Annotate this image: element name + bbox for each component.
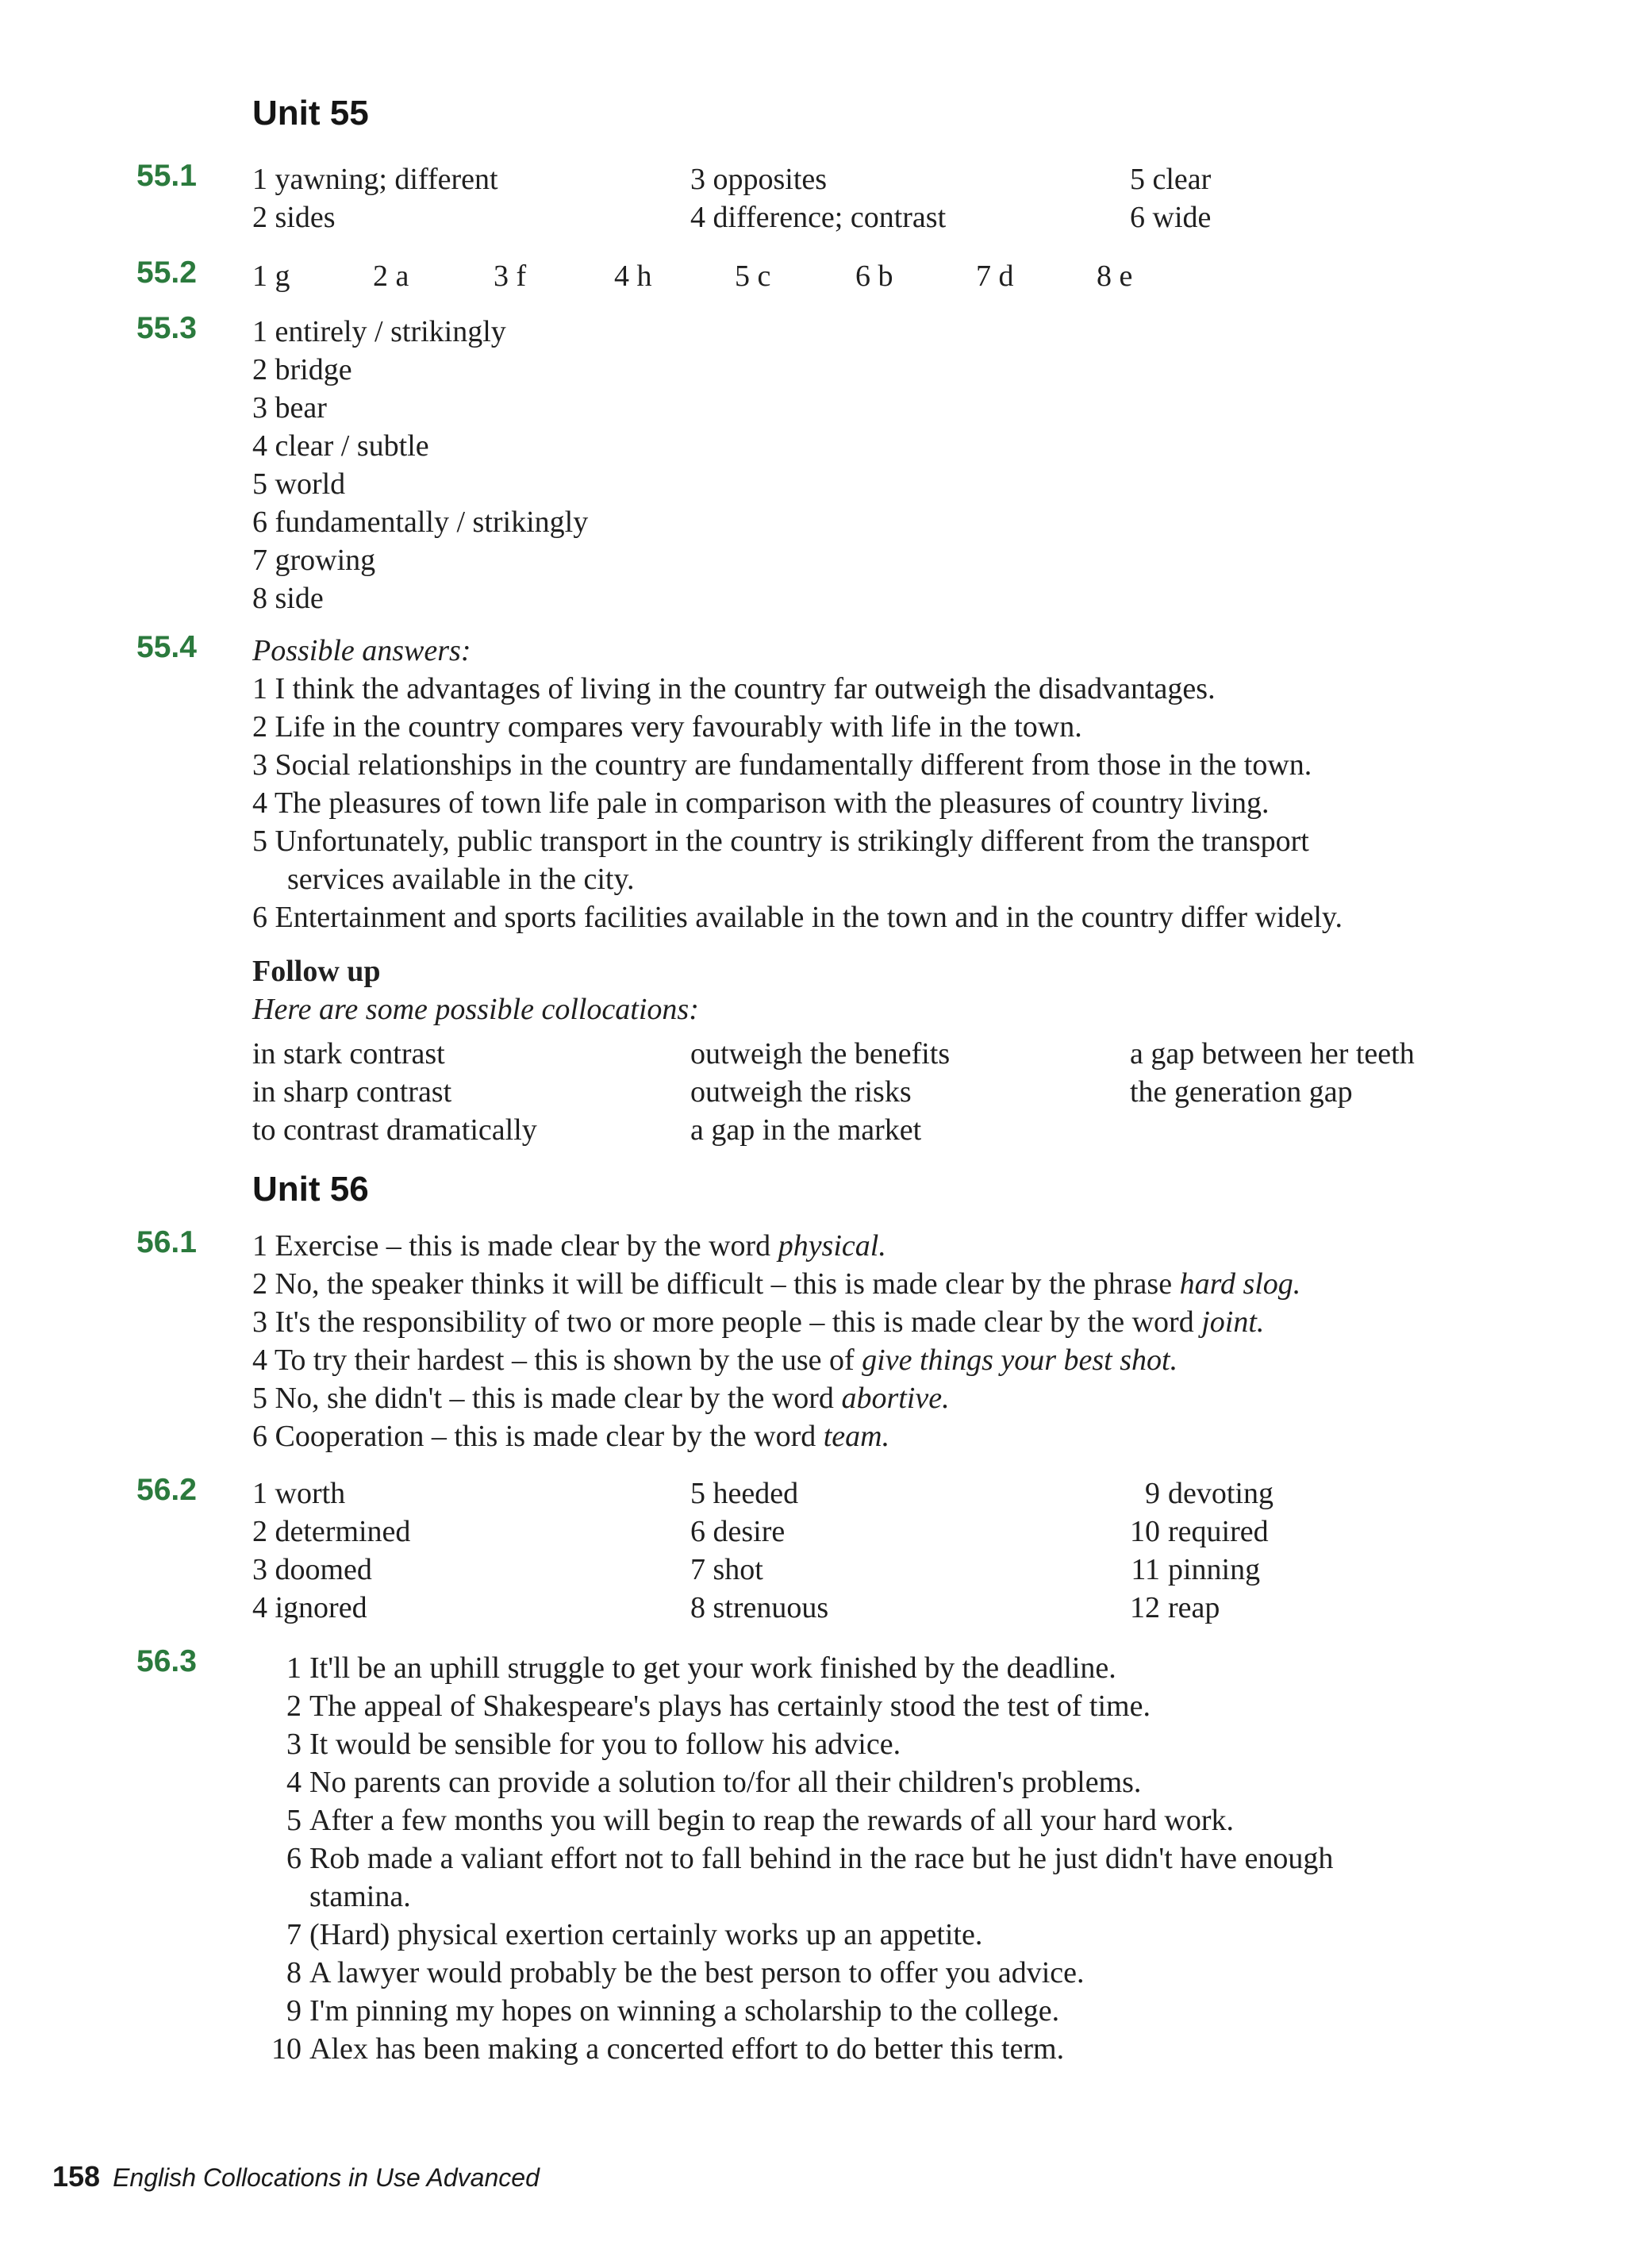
page-footer <box>52 2160 540 2193</box>
unit-56-title: Unit 56 <box>252 1170 369 1209</box>
answer-line: 4 To try their hardest – this is shown by the use of give things your best shot. <box>252 1344 1178 1377</box>
answer-line-continued: services available in the city. <box>287 863 635 896</box>
unit-55-title: Unit 55 <box>252 94 369 133</box>
answer-line: 4 No parents can provide a solution to/for all their children's problems. <box>286 1766 1142 1799</box>
exercise-55-3-number: 55.3 <box>136 311 197 345</box>
answer-line: 3 doomed <box>252 1553 372 1586</box>
answer-line: 5 No, she didn't – this is made clear by the word abortive. <box>252 1382 950 1415</box>
exercise-55-4-list <box>252 632 1343 936</box>
answer-line: 1 worth <box>252 1477 346 1510</box>
answer-line: 3 opposites <box>690 163 828 196</box>
answer-line: 3 Social relationships in the country are fundamentally different from those in the town. <box>252 748 1312 782</box>
exercise-55-1-col-3 <box>1130 160 1211 236</box>
exercise-56-2-col-3 <box>1111 1474 1273 1627</box>
answer-line: 6 Rob made a valiant effort not to fall behind in the race but he just didn't have enough <box>286 1842 1334 1875</box>
collocation: in sharp contrast <box>252 1075 452 1109</box>
answer-line: 4 clear / subtle <box>252 429 429 463</box>
collocations-col-2 <box>690 1035 950 1149</box>
match-item: 4 h <box>614 259 652 293</box>
collocation: outweigh the benefits <box>690 1037 951 1071</box>
exercise-55-1-col-1 <box>252 160 498 236</box>
answer-line: 7 growing <box>252 544 376 577</box>
answer-line-continued: stamina. <box>309 1880 411 1913</box>
answer-line: 10 Alex has been making a concerted effort to do better this term. <box>271 2032 1065 2066</box>
possible-answers-label: Possible answers: <box>252 634 471 667</box>
collocations-col-1 <box>252 1035 537 1149</box>
answer-line: 5 world <box>252 467 346 501</box>
answer-line: 12 reap <box>1130 1591 1220 1624</box>
answer-line: 5 Unfortunately, public transport in the country is strikingly different from the transport <box>252 825 1309 858</box>
answer-line: 4 The pleasures of town life pale in comparison with the pleasures of country living. <box>252 786 1270 820</box>
answer-line: 6 Cooperation – this is made clear by the word team. <box>252 1420 890 1453</box>
match-item: 6 b <box>855 259 893 293</box>
exercise-56-1-number: 56.1 <box>136 1225 197 1259</box>
exercise-56-2-col-2 <box>690 1474 828 1627</box>
collocation: a gap in the market <box>690 1113 922 1147</box>
book-title: English Collocations in Use Advanced <box>113 2163 540 2192</box>
answer-line: 8 strenuous <box>690 1591 829 1624</box>
answer-line: 4 ignored <box>252 1591 367 1624</box>
answer-line: 3 bear <box>252 391 327 425</box>
answer-line: 1 Exercise – this is made clear by the word physical. <box>252 1229 886 1263</box>
answer-line: 6 desire <box>690 1515 786 1548</box>
follow-up-heading: Follow up <box>252 955 381 988</box>
answer-line: 5 heeded <box>690 1477 799 1510</box>
match-item: 3 f <box>494 259 527 293</box>
exercise-56-3-number: 56.3 <box>136 1644 197 1678</box>
answer-line: 9 I'm pinning my hopes on winning a scholarship to the college. <box>286 1994 1060 2028</box>
answer-line: 6 Entertainment and sports facilities available in the town and in the country differ widely. <box>252 901 1343 934</box>
answer-line: 1 I think the advantages of living in the country far outweigh the disadvantages. <box>252 672 1216 705</box>
exercise-56-3-list <box>252 1649 1333 2068</box>
match-item: 7 d <box>976 259 1014 293</box>
answer-line: 10 required <box>1130 1515 1269 1548</box>
answer-line: 1 It'll be an uphill struggle to get your work finished by the deadline. <box>286 1651 1116 1685</box>
answer-line: 8 side <box>252 582 324 615</box>
exercise-56-1-list <box>252 1227 1300 1455</box>
exercise-55-1-number: 55.1 <box>136 159 197 193</box>
answer-line: 5 clear <box>1130 163 1212 196</box>
answer-line: 2 bridge <box>252 353 352 386</box>
match-item: 5 c <box>735 259 771 293</box>
answer-line: 2 Life in the country compares very favourably with life in the town. <box>252 710 1082 744</box>
collocations-col-3 <box>1130 1035 1415 1111</box>
answer-line: 8 A lawyer would probably be the best person to offer you advice. <box>286 1956 1085 1989</box>
collocation: to contrast dramatically <box>252 1113 537 1147</box>
exercise-55-3-list <box>252 313 588 617</box>
answer-line: 2 sides <box>252 201 336 234</box>
collocation: the generation gap <box>1130 1075 1353 1109</box>
answer-line: 9 devoting <box>1145 1477 1273 1510</box>
answer-line: 6 wide <box>1130 201 1212 234</box>
answer-line: 11 pinning <box>1131 1553 1261 1586</box>
collocation: a gap between her teeth <box>1130 1037 1415 1071</box>
answer-line: 2 No, the speaker thinks it will be difficult – this is made clear by the phrase hard slog. <box>252 1267 1301 1301</box>
follow-up-intro: Here are some possible collocations: <box>252 993 699 1026</box>
answer-line: 3 It's the responsibility of two or more people – this is made clear by the word joint. <box>252 1305 1265 1339</box>
exercise-55-4-number: 55.4 <box>136 630 197 664</box>
answer-line: 3 It would be sensible for you to follow his advice. <box>286 1728 901 1761</box>
collocation: in stark contrast <box>252 1037 445 1071</box>
answer-line: 4 difference; contrast <box>690 201 947 234</box>
answer-line: 5 After a few months you will begin to reap the rewards of all your hard work. <box>286 1804 1234 1837</box>
exercise-56-2-col-1 <box>252 1474 410 1627</box>
page-number: 158 <box>52 2160 101 2193</box>
exercise-55-1-col-2 <box>690 160 946 236</box>
exercise-55-2-matches <box>252 259 1217 294</box>
match-item: 2 a <box>373 259 409 293</box>
match-item: 8 e <box>1097 259 1133 293</box>
collocation: outweigh the risks <box>690 1075 912 1109</box>
answer-line: 2 determined <box>252 1515 411 1548</box>
exercise-56-2-number: 56.2 <box>136 1473 197 1507</box>
answer-line: 1 entirely / strikingly <box>252 315 506 348</box>
answer-line: 2 The appeal of Shakespeare's plays has certainly stood the test of time. <box>286 1689 1151 1723</box>
match-item: 1 g <box>252 259 290 293</box>
follow-up-block <box>252 952 699 1028</box>
answer-line: 7 (Hard) physical exertion certainly works up an appetite. <box>286 1918 983 1951</box>
answer-line: 1 yawning; different <box>252 163 498 196</box>
exercise-55-2-number: 55.2 <box>136 256 197 290</box>
answer-line: 6 fundamentally / strikingly <box>252 505 589 539</box>
answer-line: 7 shot <box>690 1553 763 1586</box>
